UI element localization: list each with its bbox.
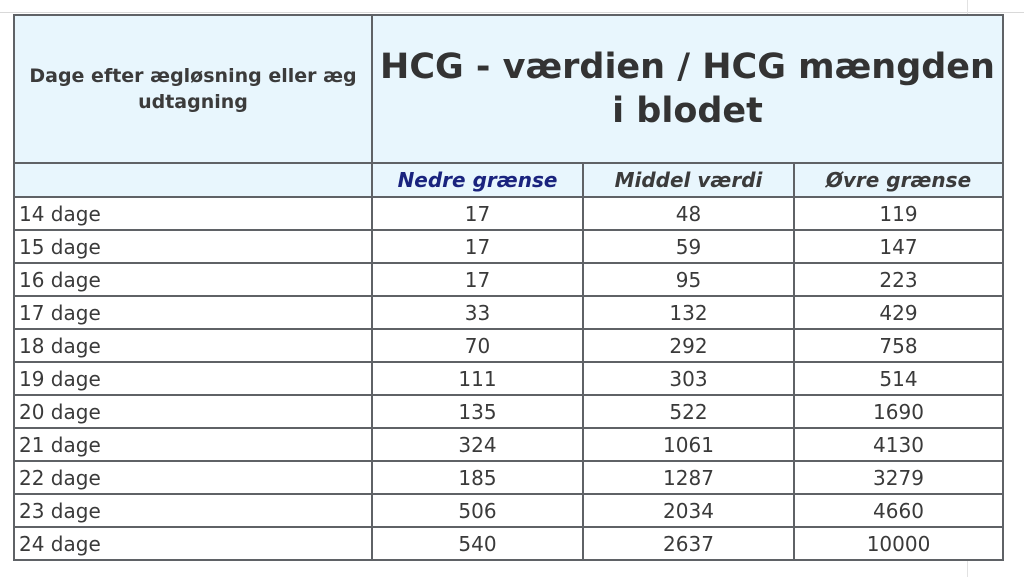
header-row — [14, 15, 1003, 163]
upper-value-cell: 3279 — [794, 461, 1003, 494]
middle-value-cell: 132 — [583, 296, 794, 329]
table-row — [14, 197, 1003, 230]
upper-value-cell: 10000 — [794, 527, 1003, 560]
day-cell: 24 dage — [14, 527, 372, 560]
middle-value-cell: 59 — [583, 230, 794, 263]
lower-value-cell: 506 — [372, 494, 583, 527]
lower-value-cell: 540 — [372, 527, 583, 560]
upper-value-cell: 758 — [794, 329, 1003, 362]
middle-value-cell: 2637 — [583, 527, 794, 560]
lower-value-cell: 111 — [372, 362, 583, 395]
middle-value-cell: 95 — [583, 263, 794, 296]
table-row — [14, 263, 1003, 296]
day-cell: 21 dage — [14, 428, 372, 461]
table-row — [14, 428, 1003, 461]
day-cell: 16 dage — [14, 263, 372, 296]
subheader-row — [14, 163, 1003, 197]
column-header-middle: Middel værdi — [583, 163, 794, 197]
top-rule — [0, 0, 1024, 13]
table-row — [14, 230, 1003, 263]
lower-value-cell: 17 — [372, 230, 583, 263]
hcg-table-body — [14, 15, 1003, 560]
day-cell: 14 dage — [14, 197, 372, 230]
day-cell: 18 dage — [14, 329, 372, 362]
day-cell: 19 dage — [14, 362, 372, 395]
table-row — [14, 296, 1003, 329]
hcg-table — [13, 14, 1004, 561]
lower-value-cell: 324 — [372, 428, 583, 461]
day-cell: 15 dage — [14, 230, 372, 263]
header-left-label: Dage efter ægløsning eller æg udtagning — [29, 65, 357, 113]
lower-value-cell: 17 — [372, 263, 583, 296]
table-row — [14, 395, 1003, 428]
middle-value-cell: 303 — [583, 362, 794, 395]
subheader-empty-cell — [14, 163, 372, 197]
upper-value-cell: 147 — [794, 230, 1003, 263]
table-title: HCG - værdien / HCG mængden i blodet — [380, 47, 995, 131]
day-cell: 23 dage — [14, 494, 372, 527]
table-row — [14, 494, 1003, 527]
middle-value-cell: 1061 — [583, 428, 794, 461]
table-row — [14, 527, 1003, 560]
middle-value-cell: 522 — [583, 395, 794, 428]
upper-value-cell: 429 — [794, 296, 1003, 329]
upper-value-cell: 4660 — [794, 494, 1003, 527]
upper-value-cell: 514 — [794, 362, 1003, 395]
header-left-cell — [14, 15, 372, 163]
middle-value-cell: 48 — [583, 197, 794, 230]
header-main-cell — [372, 15, 1003, 163]
lower-value-cell: 185 — [372, 461, 583, 494]
table-row — [14, 461, 1003, 494]
middle-value-cell: 292 — [583, 329, 794, 362]
day-cell: 20 dage — [14, 395, 372, 428]
upper-value-cell: 4130 — [794, 428, 1003, 461]
table-row — [14, 329, 1003, 362]
day-cell: 22 dage — [14, 461, 372, 494]
middle-value-cell: 1287 — [583, 461, 794, 494]
lower-value-cell: 135 — [372, 395, 583, 428]
lower-value-cell: 33 — [372, 296, 583, 329]
lower-value-cell: 70 — [372, 329, 583, 362]
lower-value-cell: 17 — [372, 197, 583, 230]
middle-value-cell: 2034 — [583, 494, 794, 527]
upper-value-cell: 119 — [794, 197, 1003, 230]
column-header-lower: Nedre grænse — [372, 163, 583, 197]
column-header-upper: Øvre grænse — [794, 163, 1003, 197]
table-row — [14, 362, 1003, 395]
upper-value-cell: 223 — [794, 263, 1003, 296]
upper-value-cell: 1690 — [794, 395, 1003, 428]
day-cell: 17 dage — [14, 296, 372, 329]
